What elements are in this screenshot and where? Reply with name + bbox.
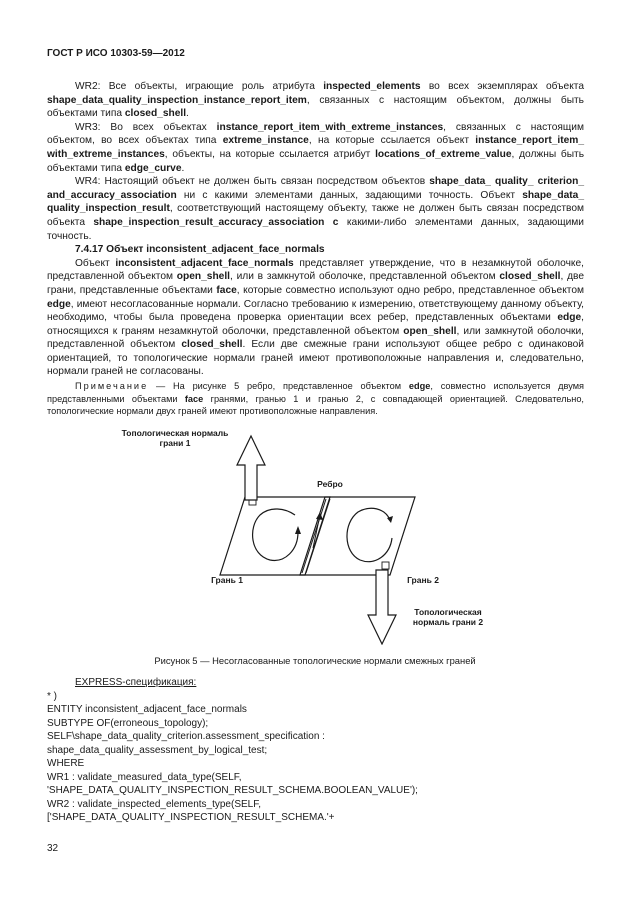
body-text	[47, 80, 584, 379]
bold-term: instance_report_item_with_extreme_instances	[216, 121, 444, 133]
paragraph-wr2	[47, 80, 584, 121]
code-line: 'SHAPE_DATA_QUALITY_INSPECTION_RESULT_SCHEMA.BOOLEAN_VALUE');	[47, 785, 418, 796]
section-title: 7.4.17 Объект inconsistent_adjacent_face_normals	[75, 244, 325, 256]
bold-term: locations_of_extreme_value	[375, 148, 512, 160]
text-run: .	[186, 108, 189, 120]
label-face-2: Грань 2	[407, 575, 439, 585]
bold-term: face	[184, 393, 204, 404]
bold-term: edge	[408, 381, 431, 391]
bold-term: edge	[47, 298, 71, 310]
bold-term: edge	[557, 312, 582, 324]
text-run: во всех экземплярах объекта	[420, 81, 584, 92]
bold-term: open_shell	[176, 271, 230, 283]
text-run: какими-либо элементами данных, задающими точность.	[47, 216, 584, 242]
bold-term: open_shell	[403, 325, 457, 337]
code-line: * )	[47, 690, 57, 702]
bold-term: edge_curve	[124, 162, 182, 174]
express-title: EXPRESS-спецификация:	[75, 677, 197, 688]
text-run: , или в замкнутой оболочке, представленной объектом	[230, 271, 500, 283]
text-run: , или замкнутой оболочки, представленной объектом	[47, 325, 584, 351]
bold-term: shape_data_quality_inspection_instance_report_item	[47, 94, 307, 106]
code-line: ['SHAPE_DATA_QUALITY_INSPECTION_RESULT_SCHEMA.'+	[47, 812, 335, 823]
note	[47, 380, 584, 418]
bold-term: closed_shell	[124, 108, 187, 120]
text-run: гранями, гранью 1 и гранью 2, с совпадающей ориентацией. Следовательно, топологические нормали двух граней имеют противоположные направления.	[47, 393, 584, 417]
text-run: WR2: Все объекты, играющие роль атрибута	[75, 81, 324, 92]
page-header: ГОСТ Р ИСО 10303-59—2012	[47, 48, 185, 59]
bold-term: shape_data_ quality_inspection_result	[47, 189, 584, 215]
code-line: WR1 : validate_measured_data_type(SELF,	[47, 771, 242, 783]
text-run: , связанных с настоящим объектом, должны быть объектами типа	[47, 94, 584, 120]
shared-edge-line-2	[306, 499, 330, 573]
code-line: SUBTYPE OF(erroneous_topology);	[47, 717, 209, 729]
label-normal-1: Топологическая нормаль грани 1	[121, 428, 229, 448]
text-run: , должны быть объектами типа	[47, 148, 584, 174]
text-run: .	[181, 162, 185, 174]
label-normal-2: Топологическая нормаль грани 2	[412, 607, 484, 627]
text-run: , совместно используется двумя представленными объектами	[47, 381, 584, 404]
paragraph-section	[47, 257, 584, 379]
bold-term: closed_shell	[181, 339, 243, 351]
text-run: , на которые ссылается объект	[308, 135, 476, 147]
text-run: ни с какими элементами данных, задающими точность. Объект	[176, 189, 523, 201]
text-run: , две грани, представленные объектами	[47, 271, 584, 296]
bold-term: shape_inspection_result_accuracy_association с	[93, 216, 339, 228]
page-number: 32	[47, 843, 59, 854]
code-line: SELF\shape_data_quality_criterion.assessment_specification :	[47, 731, 325, 742]
note-label: Примечание	[75, 381, 149, 391]
paragraph-wr3	[47, 121, 584, 175]
normal-1-arrow	[237, 436, 265, 500]
text-run: , соответствующий настоящему объекту, также не должен быть связан посредством объекта	[47, 203, 584, 228]
face-1-loop	[253, 509, 298, 560]
label-face-1: Грань 1	[211, 575, 243, 585]
bold-term: instance_report_item_ with_extreme_instances	[47, 135, 585, 160]
text-run: , имеют несогласованные нормали. Согласно требованию к измерению, ответствующему данному объекту, необходимо, чтобы была проведена проверка ориентации всех ребер, представленных объектами	[47, 298, 584, 324]
text-run: — На рисунке 5 ребро, представленное объектом	[148, 381, 409, 391]
text-run: WR3: Во всех объектах	[75, 121, 217, 133]
bold-term: shape_data_ quality_ criterion_ and_accuracy_association	[47, 176, 584, 201]
figure-5	[110, 420, 530, 645]
normal-2-arrow	[368, 570, 396, 644]
code-line: ENTITY inconsistent_adjacent_face_normals	[47, 704, 247, 715]
text-run: , объекты, на которые ссылается атрибут	[164, 148, 376, 160]
bold-term: closed_shell	[499, 271, 561, 283]
text-run: , связанных с настоящим объектом, во всех объектах типа	[47, 121, 584, 147]
paragraph-wr4	[47, 175, 584, 243]
text-run: . Если две смежные грани используют общее ребро с одинаковой ориентацией, то топологические нормали граней имеют противоположные направления и, следовательно, нормали граней не согласованы.	[47, 339, 584, 378]
figure-caption: Рисунок 5 — Несогласованные топологические нормали смежных граней	[154, 655, 476, 666]
bold-term: inconsistent_adjacent_face_normals	[115, 257, 294, 269]
bold-term: face	[216, 284, 237, 296]
bold-term: inspected_elements	[323, 81, 421, 92]
code-line: WR2 : validate_inspected_elements_type(SELF,	[47, 798, 262, 810]
text-run: WR4: Настоящий объект не должен быть связан посредством объектов	[75, 176, 430, 188]
face-2-loop	[347, 508, 392, 561]
text-run: Объект	[75, 257, 116, 269]
code-line: WHERE	[47, 758, 85, 769]
edge-arrow-head	[316, 512, 323, 520]
text-run: , которые совместно используют одно ребро, представленное объектом	[236, 284, 584, 296]
face-2-corner-marker	[382, 562, 389, 569]
text-run: , относящихся к граням незамкнутой оболочки, представленной объектом	[47, 312, 584, 337]
shared-edge-line	[302, 499, 326, 573]
code-line: shape_data_quality_assessment_by_logical_test;	[47, 744, 268, 756]
express-specification	[47, 676, 418, 825]
text-run: представляет утверждение, что в незамкнутой оболочке, представленной объектом	[47, 257, 584, 283]
label-edge: Ребро	[317, 479, 343, 489]
bold-term: extreme_instance	[222, 135, 309, 147]
face-1-loop-arrow	[295, 526, 301, 534]
